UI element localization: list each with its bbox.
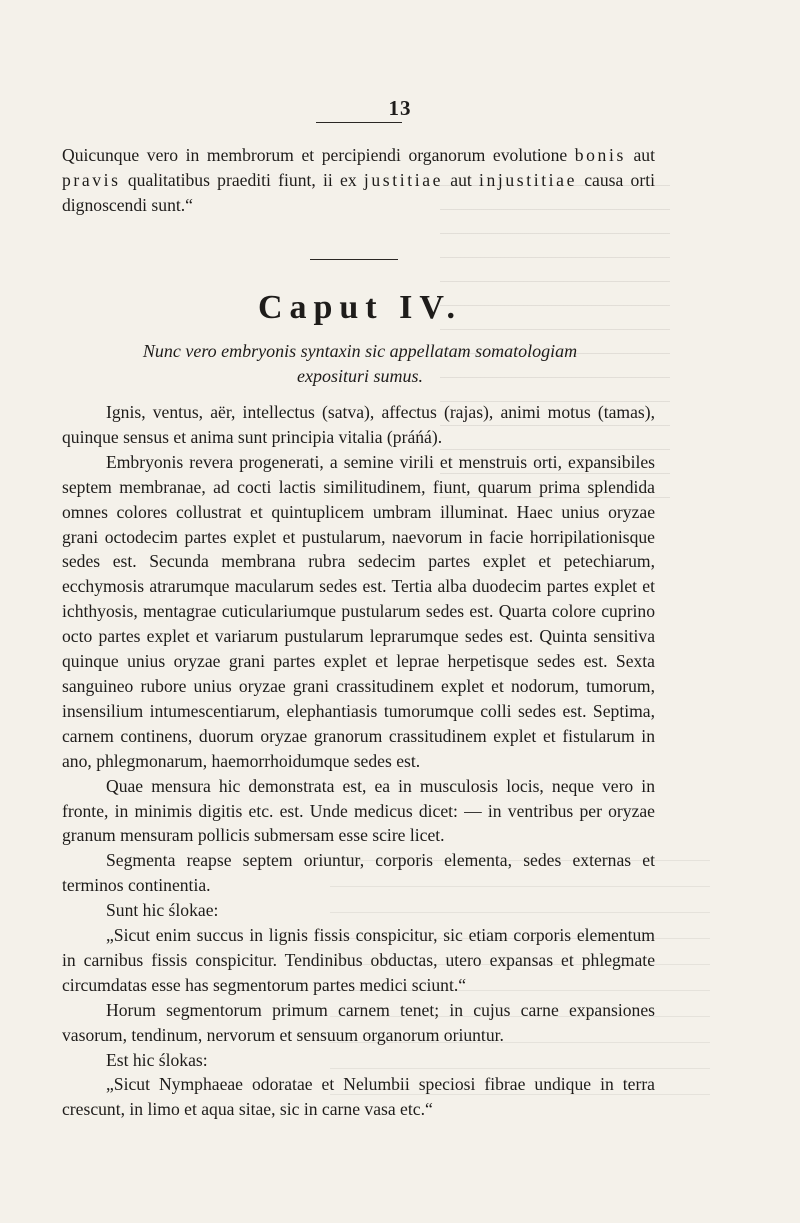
section-separator (310, 259, 398, 260)
paragraph: Horum segmentorum primum carnem tenet; in cujus carne expansiones vasorum, tendinum, nervorum et sensuum organorum oriuntur. (62, 999, 655, 1045)
page-number-rule (316, 122, 402, 123)
paragraph: „Sicut enim succus in lignis fissis conspicitur, sic etiam corporis elementum in carnibus fissis conspicitur. Tendinibus obductas, utero expansas et phlegmate circumdatas esse has segmentorum partes medici sciunt.“ (62, 925, 655, 995)
chapter-subtitle (0, 339, 720, 389)
intro-text: Quicunque vero in membrorum et percipiendi organorum evolutione (62, 145, 575, 165)
page-number: 13 (388, 96, 412, 120)
spaced-word: pravis (62, 169, 121, 190)
chapter-heading: Caput IV. (257, 289, 463, 326)
intro-text: causa orti dignoscendi sunt.“ (62, 169, 655, 215)
paragraph: Embryonis revera progenerati, a semine virili et menstruis orti, expansibiles septem membranae, ad cocti lactis similitudinem, fiunt, quarum prima splendida omnes colores collustrat et quintuplicem umbram illuminat. Haec unius oryzae grani octodecim partes explet et pustularum, naevorum in facie horripilationisque sedes est. Secunda membrana rubra sedecim partes explet et petechiarum, ecchymosis atrarumque macularum sedes est. Tertia alba duodecim partes explet et ichthyosis, mentagrae cuticulariumque pustularum sedes est. Quarta colore cuprino octo partes explet et variarum pustularum leprarumque sedes est. Quinta sensitiva quinque unius oryzae grani partes explet et leprae herpetisque sedes est. Sexta sanguineo rubore unius oryzae grani crassitudinem explet et nodorum, tumorum, insensilium intumescentiarum, elephantiasis tumorumque colli sedes est. Septima, carnem continens, duorum oryzae granorum crassitudinem explet et fistularum in ano, phlegmonarum, haemorrhoidumque sedes est. (62, 451, 655, 771)
spaced-word: justitiae (363, 169, 444, 190)
intro-text: qualitatibus praediti fiunt, ii ex (120, 169, 364, 190)
subtitle-line: exposituri sumus. (297, 366, 423, 386)
spaced-word: bonis (574, 145, 626, 165)
intro-text: aut (443, 169, 479, 190)
paragraph: „Sicut Nymphaeae odoratae et Nelumbii speciosi fibrae undique in terra crescunt, in limo et aqua sitae, sic in carne vasa etc.“ (62, 1074, 655, 1120)
spaced-word: injustitiae (479, 169, 577, 190)
paragraph: Ignis, ventus, aër, intellectus (satva), affectus (rajas), animi motus (tamas), quinque sensus et anima sunt principia vitalia (práńá). (62, 402, 655, 447)
body-text (62, 400, 655, 1122)
subtitle-line: Nunc vero embryonis syntaxin sic appellatam somatologiam (142, 341, 578, 361)
paragraph: Sunt hic ślokae: (106, 900, 219, 921)
intro-text: aut (625, 145, 655, 165)
paragraph: Segmenta reapse septem oriuntur, corporis elementa, sedes externas et terminos continentia. (62, 850, 655, 896)
paragraph: Quae mensura hic demonstrata est, ea in musculosis locis, neque vero in fronte, in minimis digitis etc. est. Unde medicus dicet: — in ventribus per oryzae granum mensuram pollicis submersam esse scire licet. (62, 775, 655, 846)
paragraph: Est hic ślokas: (106, 1049, 208, 1070)
intro-paragraph (62, 143, 655, 218)
